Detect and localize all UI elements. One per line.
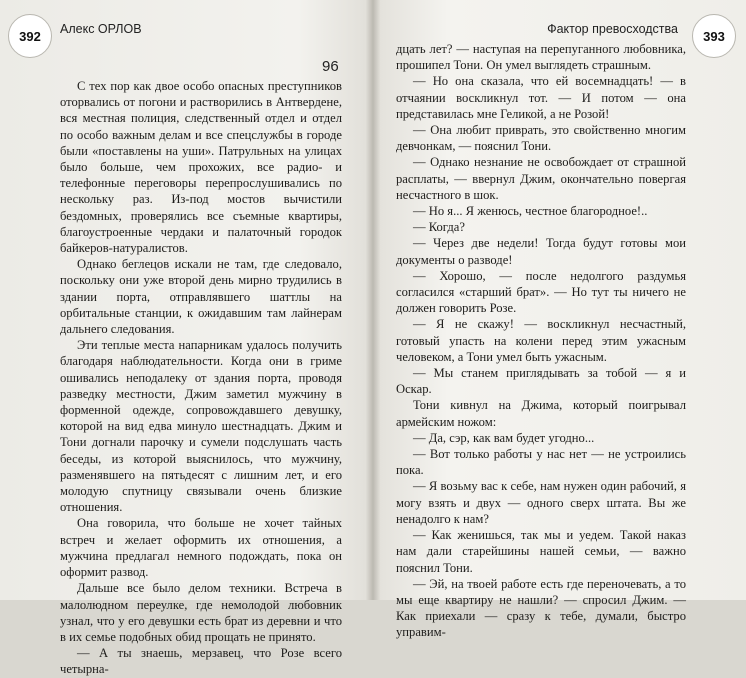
right-page [374, 0, 746, 640]
paragraph: — Она любит приврать, это свойственно многим девчонкам, — пояснил Тони. [396, 123, 686, 154]
paragraph: — Хорошо, — после недолгого раздумья согласился «старший брат». — Но тут ты ничего не должен говорить Розе. [396, 268, 686, 316]
paragraph: — Эй, на твоей работе есть где переночевать, а то мы еще квартиру не нашли? — спросил Джим. — Как приехали — сразу к тебе, думали, быстро управим- [396, 576, 686, 640]
left-page [0, 0, 372, 677]
right-body-text [396, 41, 686, 641]
chapter-number: 96 [322, 58, 339, 75]
paragraph: — Однако незнание не освобождает от страшной расплаты, — ввернул Джим, окончательно повергая несчастного в шок. [396, 155, 686, 202]
paragraph: — Через две недели! Тогда будут готовы мои документы о разводе! [396, 236, 686, 267]
page-number-right: 393 [692, 14, 736, 58]
running-head-title: Фактор превосходства [547, 22, 678, 36]
paragraph: — Мы станем приглядывать за тобой — я и Оскар. [396, 366, 686, 397]
paragraph: — Как женишься, так мы и уедем. Такой наказ нам дали старейшины нашей семьи, — важно пояснил Тони. [396, 528, 686, 575]
paragraph-continuation: дцать лет? — наступая на перепуганного любовника, прошипел Тони. Он умел выглядеть страшным. [396, 42, 686, 73]
paragraph: Дальше все было делом техники. Встреча в малолюдном переулке, где немолодой любовник узнал, что у его девушки есть брат из деревни и что в их семье подобных обид прощать не принято. [60, 581, 342, 644]
paragraph: — Когда? [413, 220, 465, 235]
paragraph: Однако беглецов искали не там, где следовало, поскольку они уже второй день мирно трудились в здании порта, отправлявшего шаттлы на орбитальные станции, к ожидавшим там лайнерам дальнего следования. [60, 257, 342, 337]
paragraph: Эти теплые места напарникам удалось получить благодаря наблюдательности. Когда они в гриме ошивались неподалеку от здания порта, проводя разведку местности, Джим заметил мужчину в форменной одежде, сопровождавшего девушку, которой на вид едва минуло шестнадцать. Джим и Тони догнали парочку и сумели подслушать часть беседы, из которой выяснилось, что мужчину, разменявшего на пятьдесят с лишним лет, и его молодую спутницу связывали очень близкие отношения. [60, 338, 342, 515]
paragraph: — Но я... Я женюсь, честное благородное!.. [413, 204, 648, 219]
left-body-text [60, 78, 342, 678]
paragraph: С тех пор как двое особо опасных преступников оторвались от погони и растворились в Антвердене, вся местная полиция, следственный отдел и отдел по особо важным делам и все спецслужбы в городе были «поставлены на уши». Патрульных на улицах было больше, чем прохожих, все радио- и телефонные переговоры перепрослушивались по нескольку раз. Из-под мостов вычистили бездомных, проверялись все съемные квартиры, благоустроенные чердаки и палаточный городок байкеров-натуралистов. [60, 79, 342, 256]
paragraph: — А ты знаешь, мерзавец, что Розе всего четырна- [60, 646, 342, 677]
page-number-left: 392 [8, 14, 52, 58]
paragraph: Она говорила, что больше не хочет тайных встреч и желает оформить их отношения, а мужчина предлагал немного подождать, пока он оформит развод. [60, 516, 342, 580]
paragraph: — Я возьму вас к себе, нам нужен один рабочий, я могу взять и двух — одного сверх штата. Вы же ненадолго к нам? [396, 479, 686, 526]
running-head-author: Алекс ОРЛОВ [60, 22, 142, 36]
paragraph: — Но она сказала, что ей восемнадцать! — в отчаянии воскликнул тот. — И потом — она представилась мне Геликой, а не Розой! [396, 74, 686, 121]
paragraph: — Я не скажу! — воскликнул несчастный, готовый упасть на колени перед этим ужасным человеком, а Тони умел быть ужасным. [396, 317, 686, 364]
paragraph: — Вот только работы у нас нет — не устроились пока. [396, 447, 686, 478]
paragraph: Тони кивнул на Джима, который поигрывал армейским ножом: [396, 398, 686, 429]
paragraph: — Да, сэр, как вам будет угодно... [413, 430, 595, 445]
